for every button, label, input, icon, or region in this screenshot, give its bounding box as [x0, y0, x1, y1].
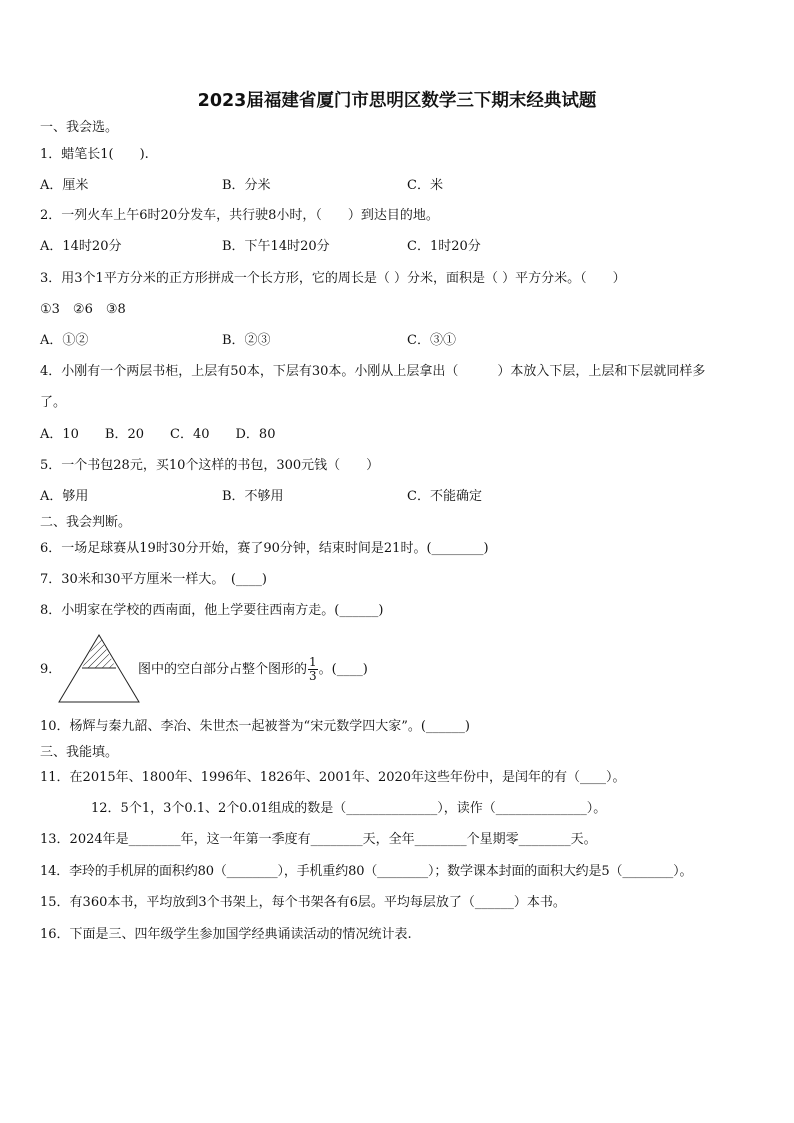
fraction-one-third: $\frac{1}{3}$ — [309, 655, 317, 683]
question-4-stem: 4．小刚有一个两层书柜，上层有50本，下层有30本。小刚从上层拿出（ ）本放入下层，上层和下层就同样多 — [40, 364, 706, 379]
section-heading-judge: 二、我会判断。 — [40, 515, 132, 530]
question-14: 14．李玲的手机屏的面积约80（________），手机重约80（________）；数学课本封面的面积大约是5（________）。 — [40, 864, 693, 879]
question-3-choices: ①3 ②6 ③8 — [40, 302, 126, 317]
question-3-stem: 3．用3个1平方分米的正方形拼成一个长方形，它的周长是（ ）分米，面积是（ ）平方分米。（ ） — [40, 271, 626, 286]
question-11: 11．在2015年、1800年、1996年、1826年、2001年、2020年这些年份中，是闰年的有（____）。 — [40, 770, 626, 785]
question-3-option-c: C．③① — [407, 333, 456, 348]
question-2-option-b: B．下午14时20分 — [222, 239, 330, 254]
question-1-option-c: C．米 — [407, 178, 443, 193]
question-9-text: 图中的空白部分占整个图形的 $\frac{1}{3}$ 。(____) — [138, 655, 368, 683]
question-5-option-b: B．不够用 — [222, 489, 284, 504]
question-2-stem: 2．一列火车上午6时20分发车，共行驶8小时，（ ）到达目的地。 — [40, 208, 439, 223]
question-1-option-a: A．厘米 — [40, 178, 89, 193]
question-12: 12．5个1，3个0.1、2个0.01组成的数是（______________），读作（______________）。 — [91, 801, 607, 816]
question-13: 13．2024年是________年，这一年第一季度有________天，全年________个星期零________天。 — [40, 832, 597, 847]
question-5-stem: 5．一个书包28元，买10个这样的书包，300元钱（ ） — [40, 458, 380, 473]
triangle-figure — [58, 634, 140, 704]
question-2-option-c: C．1时20分 — [407, 239, 481, 254]
section-heading-choice: 一、我会选。 — [40, 120, 119, 135]
question-15: 15．有360本书，平均放到3个书架上，每个书架各有6层。平均每层放了（______）本书。 — [40, 895, 566, 910]
page-title: 2023届福建省厦门市思明区数学三下期末经典试题 — [197, 91, 597, 111]
question-3-option-a: A．①② — [40, 333, 89, 348]
question-3-option-b: B．②③ — [222, 333, 271, 348]
question-5-option-c: C．不能确定 — [407, 489, 482, 504]
question-1-stem: 1．蜡笔长1( ). — [40, 147, 149, 162]
question-10: 10．杨辉与秦九韶、李冶、朱世杰一起被誉为“宋元数学四大家”。(______) — [40, 719, 470, 734]
question-2-option-a: A．14时20分 — [40, 239, 122, 254]
question-4-stem-continued: 了。 — [40, 395, 67, 410]
question-8: 8．小明家在学校的西南面，他上学要往西南方走。(______) — [40, 603, 384, 618]
question-9-number: 9． — [40, 662, 62, 677]
question-7: 7．30米和30平方厘米一样大。 (____) — [40, 572, 267, 587]
question-1-option-b: B．分米 — [222, 178, 271, 193]
question-6: 6．一场足球赛从19时30分开始，赛了90分钟，结束时间是21时。(________) — [40, 541, 489, 556]
question-16: 16．下面是三、四年级学生参加国学经典诵读活动的情况统计表. — [40, 927, 412, 942]
section-heading-fill: 三、我能填。 — [40, 745, 119, 760]
question-4-options: A．10 B．20 C．40 D．80 — [40, 427, 276, 442]
question-5-option-a: A．够用 — [40, 489, 89, 504]
